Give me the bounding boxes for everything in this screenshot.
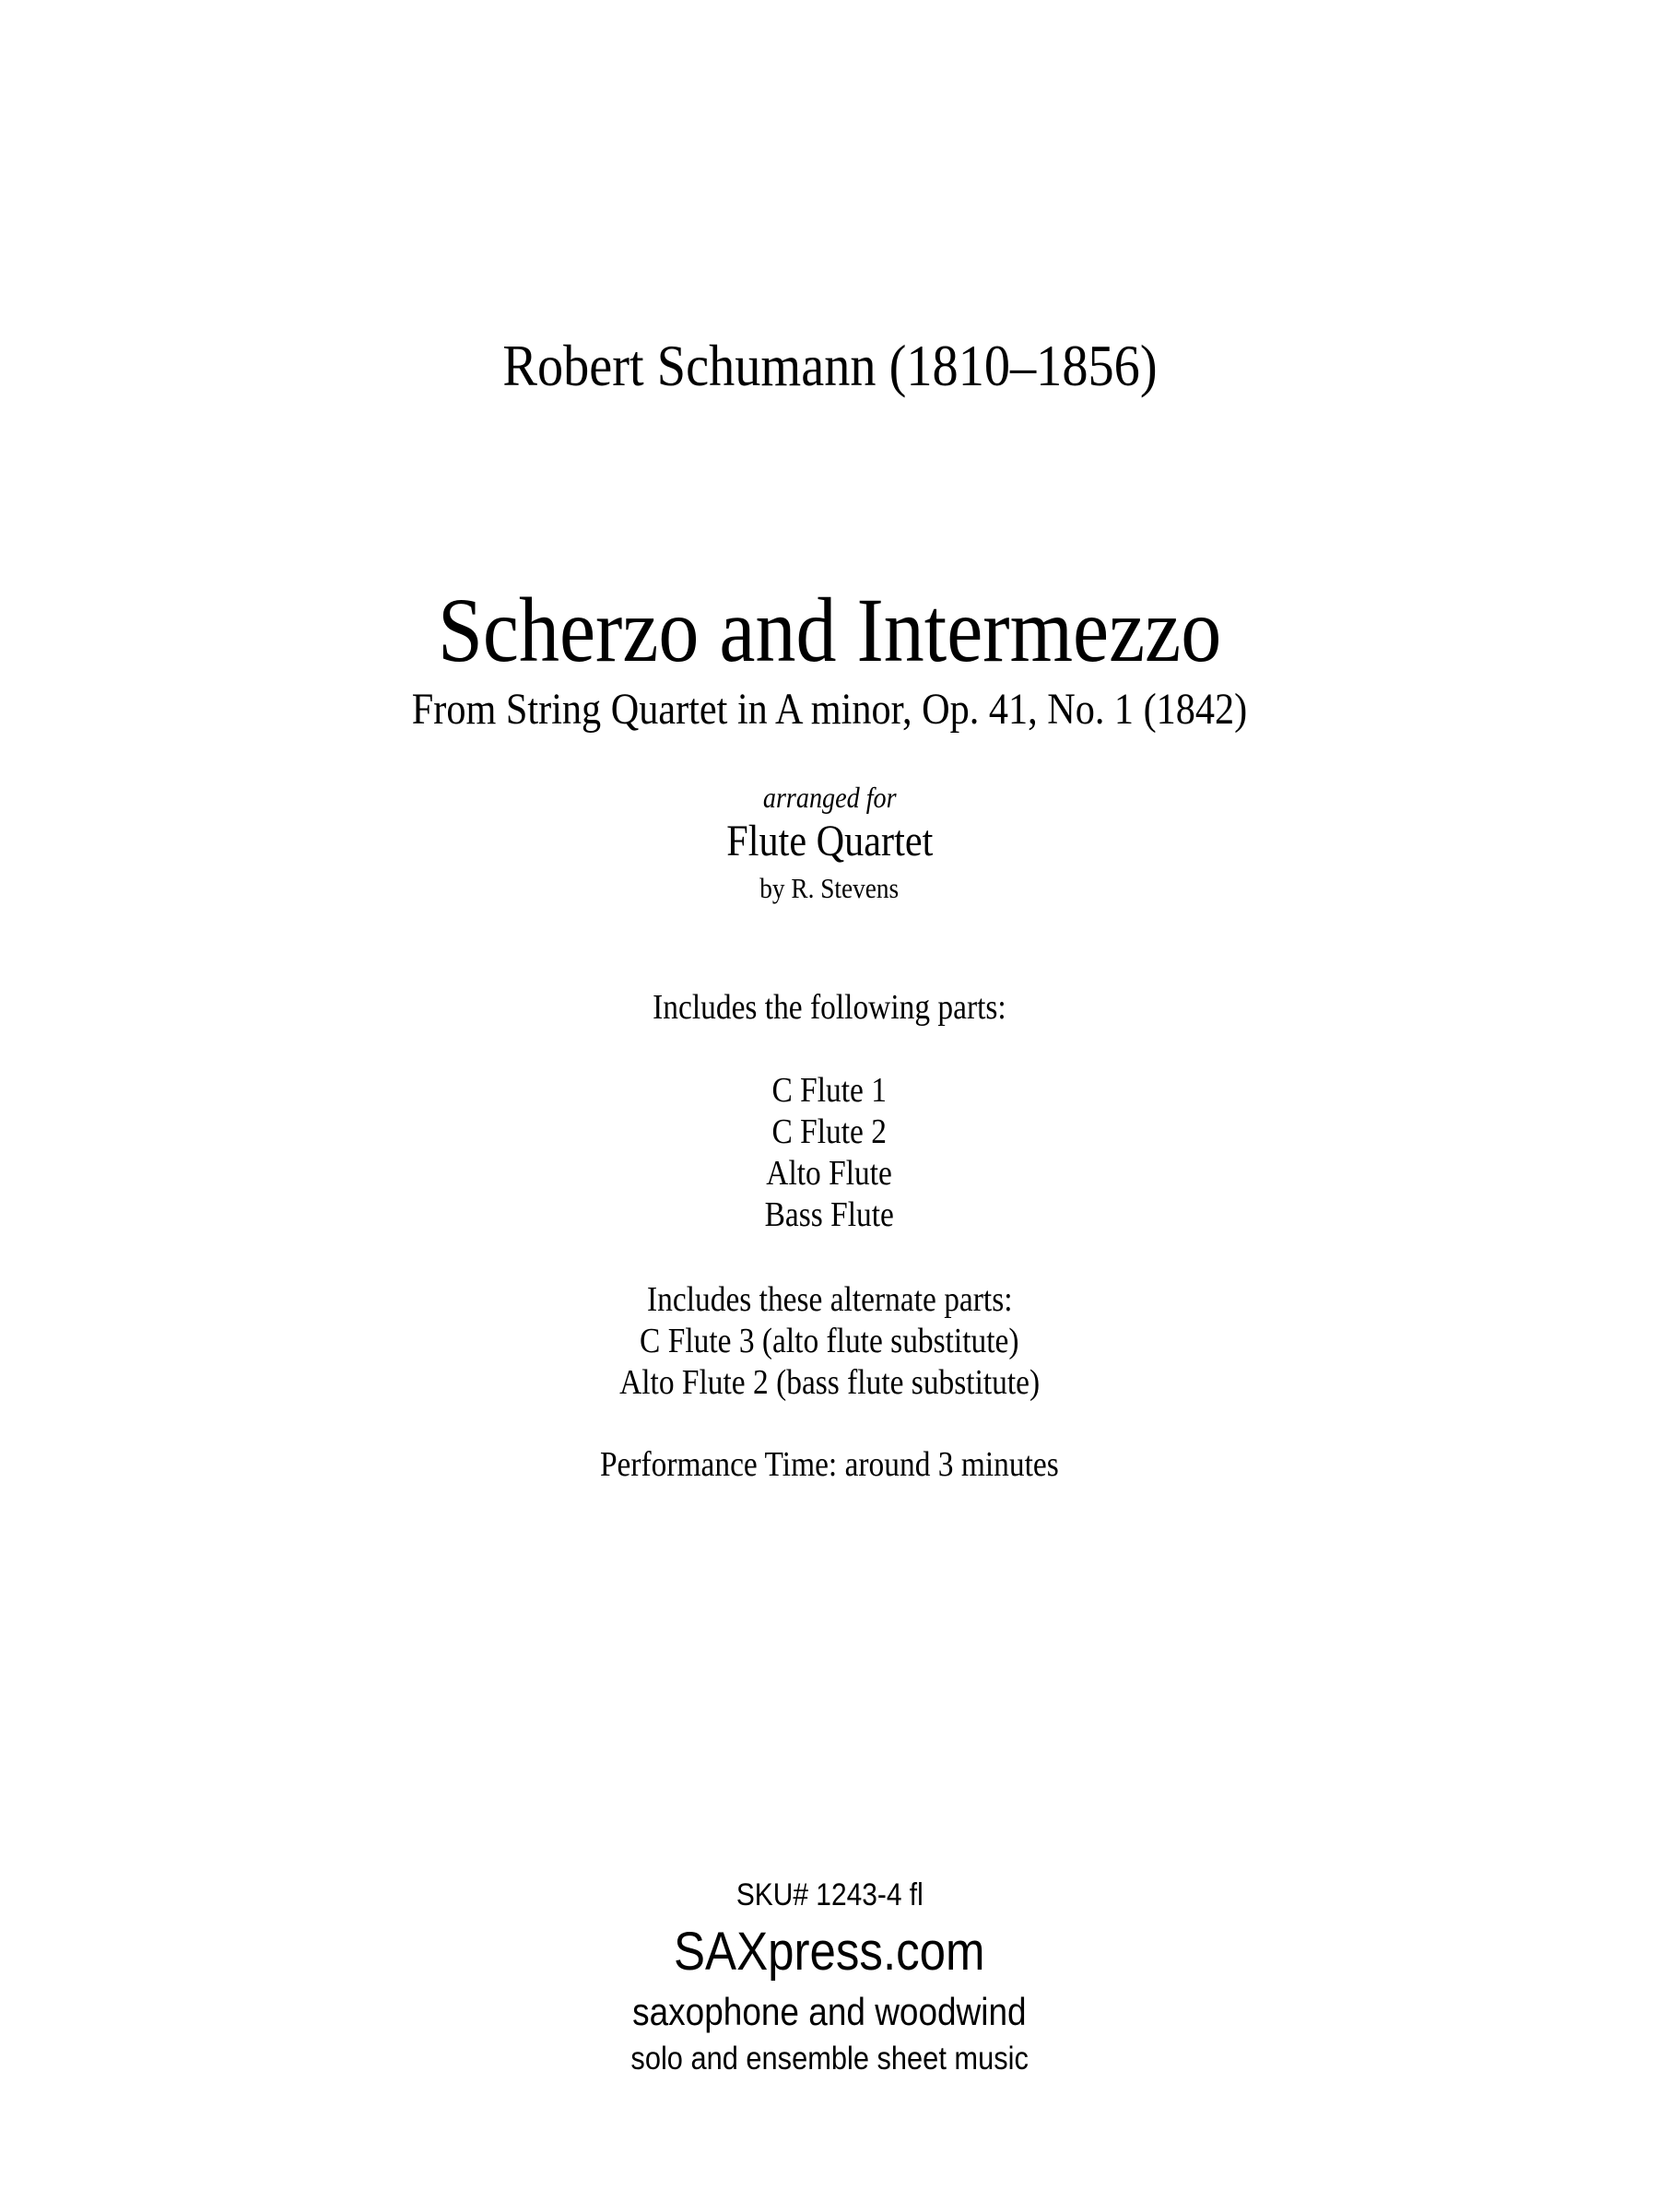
publisher-tagline-1: saxophone and woodwind bbox=[632, 1990, 1027, 2033]
performance-time: Performance Time: around 3 minutes bbox=[600, 1445, 1059, 1484]
part-item: Alto Flute bbox=[766, 1154, 893, 1193]
part-item: C Flute 2 bbox=[771, 1112, 888, 1151]
sku: SKU# 1243-4 fl bbox=[735, 1877, 924, 1912]
ensemble: Flute Quartet bbox=[725, 817, 934, 865]
publisher-tagline-2: solo and ensemble sheet music bbox=[630, 2041, 1029, 2077]
parts-heading: Includes the following parts: bbox=[653, 988, 1006, 1027]
part-item: C Flute 1 bbox=[771, 1071, 888, 1110]
composer: Robert Schumann (1810–1856) bbox=[501, 333, 1158, 398]
publisher-site: SAXpress.com bbox=[674, 1922, 985, 1982]
subtitle: From String Quartet in A minor, Op. 41, No. 1 (1842) bbox=[411, 685, 1248, 734]
arranger: by R. Stevens bbox=[759, 872, 900, 904]
alternate-part-item: C Flute 3 (alto flute substitute) bbox=[640, 1322, 1019, 1360]
part-item: Bass Flute bbox=[764, 1195, 895, 1234]
page-title: Scherzo and Intermezzo bbox=[437, 579, 1222, 681]
alternate-heading: Includes these alternate parts: bbox=[646, 1280, 1013, 1319]
arranged-for-label: arranged for bbox=[762, 781, 897, 814]
alternate-part-item: Alto Flute 2 (bass flute substitute) bbox=[618, 1363, 1041, 1402]
